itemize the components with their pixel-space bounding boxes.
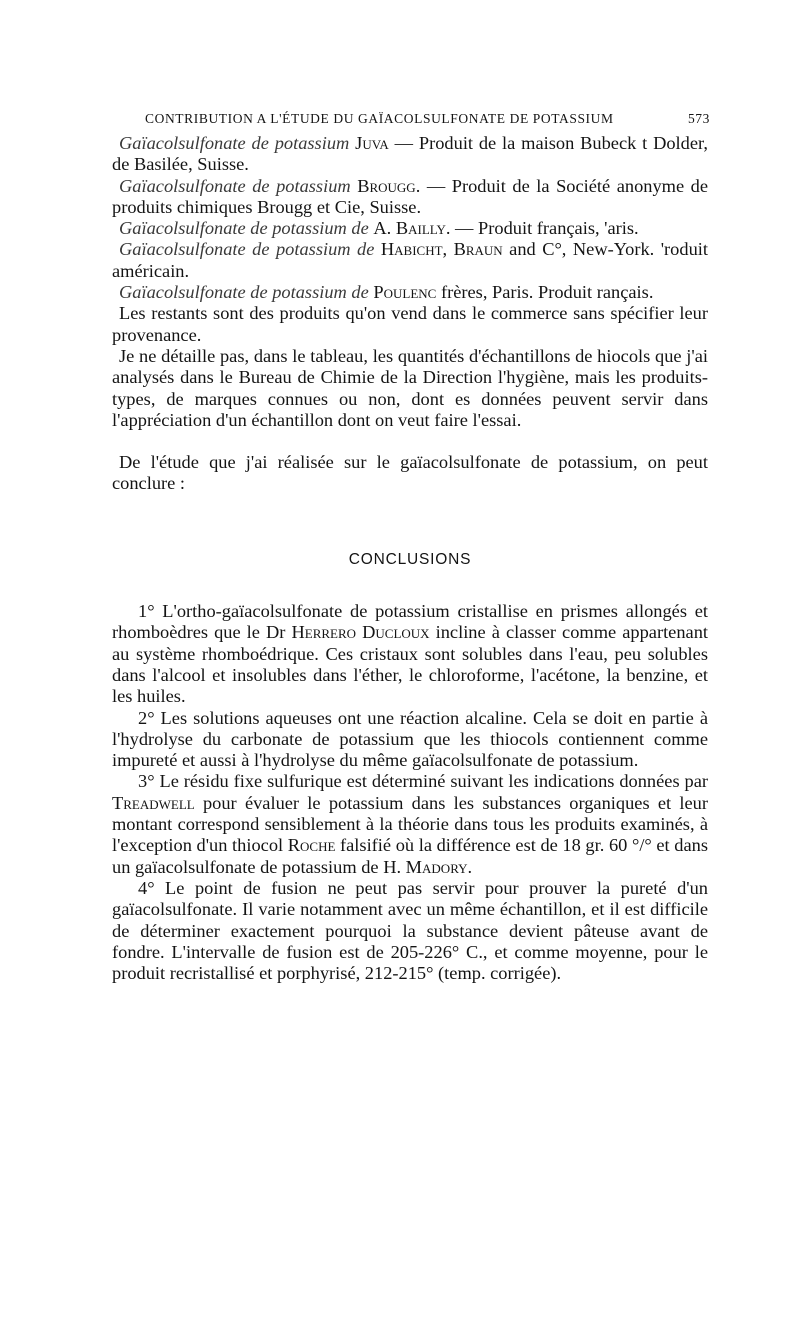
author-name: Treadwell (112, 792, 195, 813)
page-number: 573 (687, 111, 710, 126)
conclusions-heading: CONCLUSIONS (348, 550, 472, 568)
conclusion-item: 2° Les solutions aqueuses ont une réaction alcaline. Cela se doit en partie à l'hydrolyse du carbonate de potassium que les thiocols contiennent comme impureté et aussi à l'hydrolyse du même gaïacolsulfonate de potassium. (112, 707, 708, 771)
product-entry (112, 218, 708, 239)
product-separator: . — (415, 175, 452, 196)
conclusion-item: 4° Le point de fusion ne peut pas servir pour prouver la pureté d'un gaïacolsulfonate. Il varie notamment avec un même échantillon, et il est difficile de déterminer exactement pourquoi la substance devient pâteuse avant de fondre. L'intervalle de fusion est de 205-226° C., et comme moyenne, pour le produit recristallisé et porphyrisé, 212-215° (temp. corrigée). (112, 877, 708, 984)
conclusion-text: falsifié où la différence est de 18 gr. 60 °/° et dans un gaïacolsulfonate de potassium de H. (112, 835, 708, 877)
product-name: Gaïacolsulfonate de potassium de (119, 282, 369, 303)
product-maker: Poulenc (373, 282, 437, 303)
product-name: Gaïacolsulfonate de potassium (119, 133, 350, 153)
conclusion-item (112, 771, 708, 877)
author-name: Madory (405, 856, 468, 877)
product-separator: — (388, 133, 419, 153)
product-name: Gaïacolsulfonate de potassium (119, 175, 351, 196)
product-entry (112, 176, 708, 219)
product-maker: Juva (355, 133, 389, 153)
product-description: and C°, New-York. 'roduit américain. (112, 239, 708, 281)
conclusion-text: pour évaluer le potassium dans les substances organiques et leur montant correspond sensiblement à la théorie dans tous les produits examinés, à l'exception d'un thiocol (112, 792, 708, 856)
conclusion-text: 1° L'ortho-gaïacolsulfonate de potassium cristallise en prismes allongés et rhomboèdres que le Dr (112, 601, 708, 643)
product-entry (112, 133, 708, 176)
brand-name: Roche (287, 835, 336, 856)
conclusion-text: 3° Le résidu fixe sulfurique est déterminé suivant les indications données par (138, 771, 708, 792)
running-title: CONTRIBUTION A L'ÉTUDE DU GAÏACOLSULFONATE DE POTASSIUM (145, 111, 614, 126)
product-name: Gaïacolsulfonate de potassium de (119, 218, 369, 239)
product-maker: Habicht, Braun (380, 239, 503, 260)
paragraph-conclure: De l'étude que j'ai réalisée sur le gaïacolsulfonate de potassium, on peut conclure : (112, 452, 708, 494)
paragraph-restants: Les restants sont des produits qu'on vend dans le commerce sans spécifier leur provenance. (112, 303, 708, 345)
page-body (112, 133, 708, 984)
product-description: Produit français, 'aris. (478, 218, 639, 239)
product-description: frères, Paris. Produit rançais. (440, 282, 654, 303)
conclusion-text: incline à classer comme appartenant au système rhomboédrique. Ces cristaux sont solubles dans l'eau, peu solubles dans l'alcool et insolubles dans l'éther, le chloroforme, l'acétone, la benzine, et les huiles. (112, 622, 709, 707)
product-name: Gaïacolsulfonate de potassium de (119, 239, 375, 260)
product-separator: . — (445, 218, 479, 239)
product-entry (112, 239, 708, 282)
product-entry (112, 282, 708, 303)
author-name: Herrero Ducloux (291, 622, 430, 643)
conclusion-item (112, 601, 708, 707)
product-maker: A. Bailly (373, 218, 446, 239)
product-description: Produit de la maison Bubeck t Dolder, de Basilée, Suisse. (112, 133, 709, 175)
product-description: Produit de la Société anonyme de produits chimiques Brougg et Cie, Suisse. (112, 175, 709, 217)
paragraph-gap (112, 431, 708, 452)
running-header (145, 111, 710, 133)
paragraph-details: Je ne détaille pas, dans le tableau, les quantités d'échantillons de hiocols que j'ai analysés dans le Bureau de Chimie de la Direction l'hygiène, mais les produits-types, de marques connues ou non, dont es données peuvent servir dans l'appréciation d'un échantillon dont on veut faire l'essai. (112, 345, 708, 430)
product-maker: Brougg (357, 175, 416, 196)
conclusion-text: . (467, 856, 473, 877)
